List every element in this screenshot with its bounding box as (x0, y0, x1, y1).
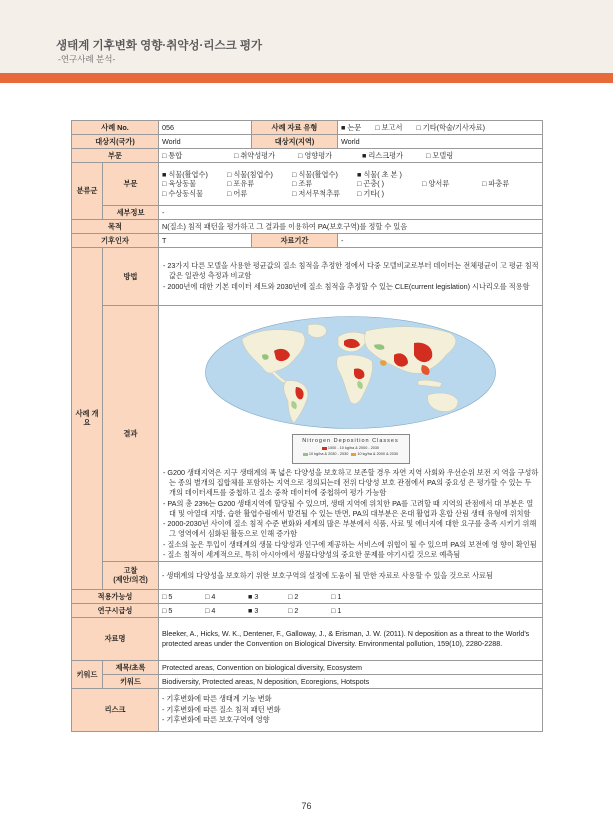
applicability-options (159, 589, 543, 603)
row-target (72, 135, 543, 149)
type-report: □ 보고서 (375, 122, 403, 132)
keyword-title-label: 제목/초록 (103, 660, 159, 674)
row-applicability (72, 589, 543, 603)
purpose-value: N(질소) 침적 패턴을 평가하고 그 결과를 이용하여 PA(보호구역)를 정할 수 있음 (159, 220, 543, 234)
risk-content (159, 688, 543, 731)
row-note (72, 561, 543, 589)
result-item: - G200 생태지역은 지구 생태계의 폭 넓은 다양성을 보호하고 보존할 경우 자연 지역 사회와 우선순위 보전 지 역을 구성하는 종의 별개의 집합체를 포함하는 지역으로 정의되는데 전위 다양성 보호 관점에서 PA의 중요성 은 평가할 수 있는 두 개의 데이터세트를 중첩하고 질소 중착 데이터에 중첩하여 평가 가능함 (163, 468, 539, 498)
keyword-kw-value: Biodiversity, Protected areas, N deposition, Ecoregions, Hotspots (159, 674, 543, 688)
header-subtitle: -연구사례 분석- (58, 54, 116, 64)
note-label-line1: 고찰 (123, 566, 138, 576)
case-no-value: 056 (159, 121, 252, 135)
row-keyword-kw (72, 674, 543, 688)
applicability-2: □ 2 (288, 591, 299, 601)
class-r3-3: □ 기타( ) (357, 188, 385, 198)
risk-item: - 기후변화에 따른 보호구역에 영향 (162, 715, 270, 725)
class-options (159, 163, 543, 206)
overview-label: 사례 개요 (72, 248, 103, 590)
row-method (72, 248, 543, 306)
class-r1-0: ■ 식물(활엽수) (162, 169, 208, 179)
target-country-label: 대상지(국가) (72, 135, 159, 149)
keyword-kw-label: 키워드 (103, 674, 159, 688)
class-sector-label: 부문 (103, 163, 159, 206)
sector-integrated: □ 통합 (162, 150, 183, 160)
sector-options (159, 149, 543, 163)
world-map-figure (204, 315, 497, 430)
class-r2-5: □ 파충류 (482, 179, 510, 189)
applicability-3: ■ 3 (248, 591, 259, 601)
class-r2-3: □ 곤충( ) (357, 179, 385, 189)
result-item: - 질소 침적이 세계적으로, 특히 아시아에서 생물다양성의 중요한 문제를 야기시킬 것으로 예측됨 (163, 549, 461, 559)
map-legend (292, 434, 410, 464)
climate-label: 기후인자 (72, 234, 159, 248)
legend-row (293, 446, 409, 451)
applicability-4: □ 4 (205, 591, 216, 601)
risk-label: 리스크 (72, 688, 159, 731)
class-r1-2: □ 식물(활엽수) (292, 169, 338, 179)
case-type-options (338, 121, 543, 135)
classification-label: 분류군 (72, 163, 103, 220)
header-title: 생태계 기후변화 영향·취약성·리스크 평가 (56, 40, 263, 52)
class-r1-1: □ 식물(침엽수) (227, 169, 273, 179)
urgency-options (159, 603, 543, 617)
applicability-1: □ 1 (331, 591, 342, 601)
row-purpose (72, 220, 543, 234)
keyword-title-value: Protected areas, Convention on biological diversity, Ecosystem (159, 660, 543, 674)
method-content (159, 248, 543, 306)
sector-vulnerability: □ 취약성평가 (234, 150, 276, 160)
result-item: - PA의 총 23%는 G200 생태지역에 할당될 수 있으며, 생태 지역에 위치한 PA를 고려할 때 지역의 관점에서 대 부분은 열대 및 아열대 지방, 습한 활엽수림에서 발견될 수 있는 반면, PA의 대부분은 온대 활엽과 혼합 산림 생태 유형에 위치함 (163, 498, 534, 518)
legend-item-2: 10 kg/ha & 2030 - 2030 (303, 452, 348, 457)
result-label: 결과 (103, 306, 159, 562)
urgency-3: ■ 3 (248, 605, 259, 615)
class-r3-1: □ 어류 (227, 188, 248, 198)
urgency-4: □ 4 (205, 605, 216, 615)
row-sector (72, 149, 543, 163)
class-r2-2: □ 조류 (292, 179, 313, 189)
note-label-line2: (제안/의견) (113, 575, 148, 585)
period-label: 자료기간 (252, 234, 338, 248)
page-number: 76 (301, 801, 312, 811)
case-type-label: 사례 자료 유형 (252, 121, 338, 135)
note-label (103, 561, 159, 589)
row-keyword-title (72, 660, 543, 674)
method-item: - 2000년에 대한 기본 데이터 세트와 2030년에 질소 침적을 추정할 수 있는 CLE(current legislation) 시나리오를 적용함 (163, 281, 530, 291)
target-region-label: 대상지(지역) (252, 135, 338, 149)
legend-item-1: 1000 - 10 kg/ha & 2000 - 2030 (322, 446, 379, 451)
sector-impact: □ 영향평가 (298, 150, 333, 160)
result-content (159, 306, 543, 562)
nitrogen-deposition-map (204, 315, 497, 430)
case-table (71, 120, 543, 732)
target-country-value: World (159, 135, 252, 149)
method-item: - 23가지 다른 모델을 사용한 평균값의 질소 침적을 추정한 정에서 다중 모델비교로부터 데이터는 전체평균이 고 평균 침적 값은 일관성 측정과 비교함 (163, 260, 539, 281)
applicability-label: 적용가능성 (72, 589, 159, 603)
method-label: 방법 (103, 248, 159, 306)
legend-title: Nitrogen Deposition Classes (302, 438, 399, 444)
row-urgency (72, 603, 543, 617)
row-risk (72, 688, 543, 731)
class-r2-4: □ 양서류 (422, 179, 450, 189)
row-case-no (72, 121, 543, 135)
urgency-label: 연구시급성 (72, 603, 159, 617)
note-value: - 생태계의 다양성을 보호하기 위한 보호구역의 설정에 도움이 될 만한 자료로 사용할 수 있을 것으로 사료됨 (159, 561, 543, 589)
type-paper: ■ 논문 (341, 122, 362, 132)
reference-label: 자료명 (72, 617, 159, 660)
period-value: - (338, 234, 543, 248)
row-result (72, 306, 543, 562)
purpose-label: 목적 (72, 220, 159, 234)
legend-item-3: 10 kg/ha & 2000 & 2030 (351, 452, 398, 457)
class-r3-2: □ 저서무척추류 (292, 188, 340, 198)
target-region-value: World (338, 135, 543, 149)
risk-item: - 기후변화에 따른 질소 침적 패턴 변화 (162, 704, 281, 714)
result-item: - 2000-2030년 사이에 질소 침적 수준 변화와 세계의 많은 부분에서 식품, 사료 및 에너지에 대한 요구를 충족 시키기 위해 그 영역에서 심화된 활동으로 인해 증가함 (163, 519, 537, 539)
row-reference (72, 617, 543, 660)
urgency-5: □ 5 (162, 605, 173, 615)
climate-value: T (159, 234, 252, 248)
legend-row (293, 452, 409, 457)
sector-label: 부문 (72, 149, 159, 163)
urgency-2: □ 2 (288, 605, 299, 615)
class-r3-0: □ 수상동식물 (162, 188, 204, 198)
keywords-label: 키워드 (72, 660, 103, 688)
class-r1-3: ■ 식물( 초 본 ) (357, 169, 402, 179)
sector-risk: ■ 리스크평가 (362, 150, 404, 160)
header-accent-bar (0, 73, 613, 83)
risk-item: - 기후변화에 따른 생태계 기능 변화 (162, 694, 272, 704)
class-r2-1: □ 포유류 (227, 179, 255, 189)
case-no-label: 사례 No. (72, 121, 159, 135)
row-climate (72, 234, 543, 248)
type-other: □ 기타(학술/기사자료) (416, 122, 486, 132)
urgency-1: □ 1 (331, 605, 342, 615)
result-item: - 질소의 높은 투입이 생태계의 생물 다양성과 인구에 제공하는 서비스에 위협이 될 수 있으며 PA의 보전에 영 향이 확인됨 (163, 539, 537, 549)
applicability-5: □ 5 (162, 591, 173, 601)
page-header (0, 0, 613, 73)
detail-value: - (159, 206, 543, 220)
reference-value: Bleeker, A., Hicks, W. K., Dentener, F., Galloway, J., & Erisman, J. W. (2011). N deposition as a threat to the World's protected areas under the Convention on Biological Diversity. Environmental pollution, 159(10), 2280-2288. (159, 617, 543, 660)
sector-modeling: □ 모델링 (426, 150, 454, 160)
row-classification (72, 163, 543, 206)
class-r2-0: □ 육상동물 (162, 179, 197, 189)
row-detail (72, 206, 543, 220)
detail-label: 세부정보 (103, 206, 159, 220)
landmass-greenland (308, 324, 326, 337)
